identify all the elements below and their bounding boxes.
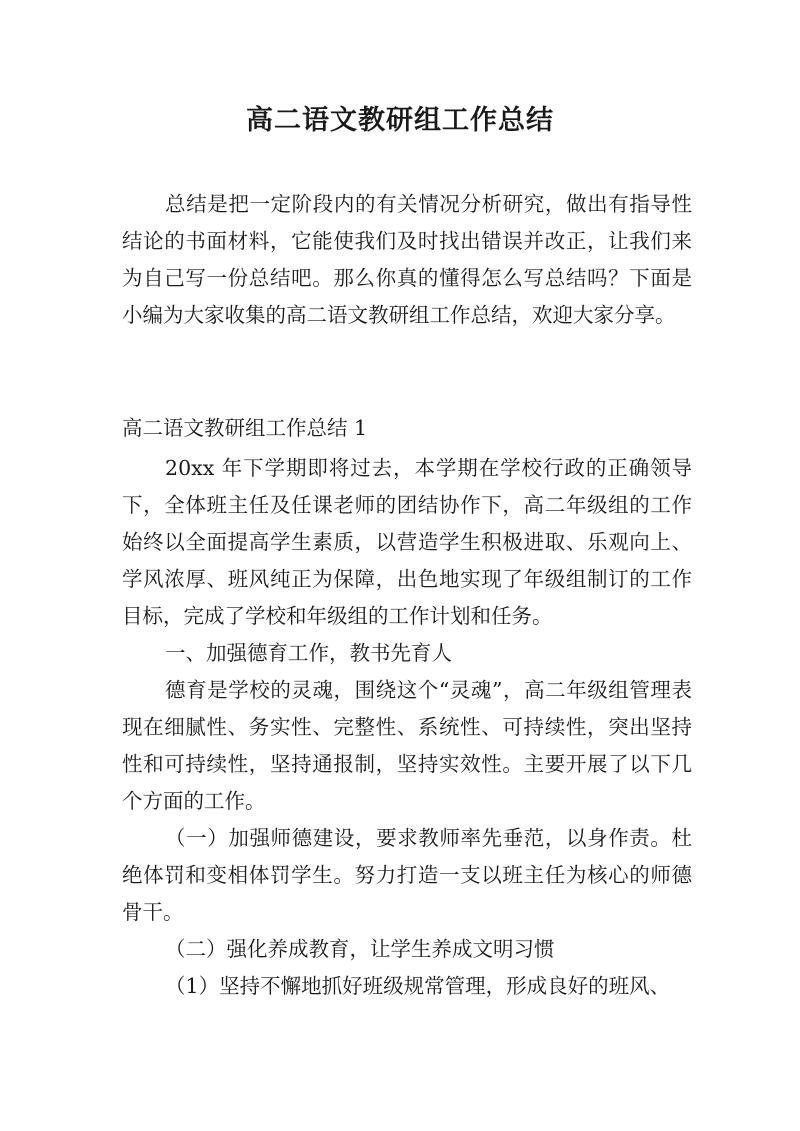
paragraph-class-management: （1）坚持不懈地抓好班级规常管理，形成良好的班风、 [165,974,671,998]
paragraph-semester-summary: 20xx 年下学期即将过去，本学期在学校行政的正确领导下，全体班主任及任课老师的团结协作下，高二年级组的工作始终以全面提高学生素质，以营造学生积极进取、乐观向上、学风浓厚、班风纯正为保障，出色地实现了年级组制订的工作目标，完成了学校和年级组的工作计划和任务。 [122,456,692,628]
document-title: 高二语文教研组工作总结 [246,105,554,136]
intro-paragraph: 总结是把一定阶段内的有关情况分析研究，做出有指导性结论的书面材料，它能使我们及时找出错误并改正，让我们来为自己写一份总结吧。那么你真的懂得怎么写总结吗？下面是小编为大家收集的高二语文教研组工作总结，欢迎大家分享。 [122,192,692,327]
paragraph-teacher-ethics: （一）加强师德建设，要求教师率先垂范，以身作责。杜绝体罚和变相体罚学生。努力打造一支以班主任为核心的师德骨干。 [122,826,692,924]
paragraph-habit-formation: （二）强化养成教育，让学生养成文明习惯 [165,937,555,961]
section-content [122,450,692,1005]
paragraph-moral-education: 德育是学校的灵魂，围绕这个“灵魂”，高二年级组管理表现在细腻性、务实性、完整性、系统性、可持续性，突出坚持性和可持续性，坚持通报制，坚持实效性。主要开展了以下几个方面的工作。 [122,678,692,813]
paragraph-heading-moral-education: 一、加强德育工作，教书先育人 [165,641,453,665]
section-heading: 高二语文教研组工作总结 1 [122,416,368,440]
